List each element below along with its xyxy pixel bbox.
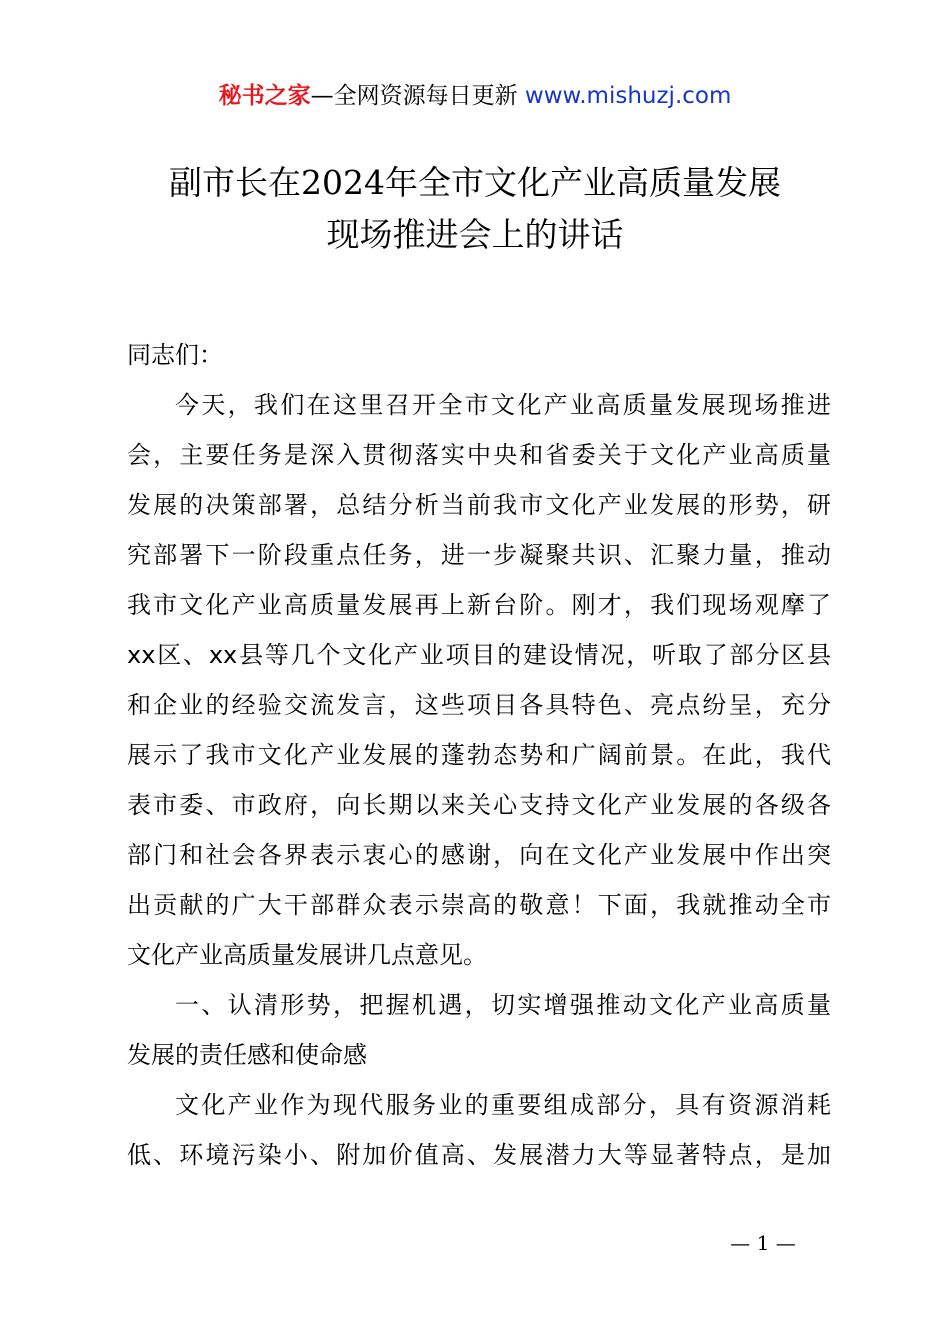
salutation: 同志们： — [127, 341, 223, 369]
paragraph-line: 发展的决策部署，总结分析当前我市文化产业发展的形势，研 — [127, 491, 831, 519]
paragraph-line: 究部署下一阶段重点任务，进一步凝聚共识、汇聚力量，推动 — [127, 541, 831, 569]
paragraph-line: 我市文化产业高质量发展再上新台阶。刚才，我们现场观摩了 — [127, 591, 831, 619]
paragraph-line: 文化产业高质量发展讲几点意见。 — [127, 941, 487, 969]
paragraph-line: 出贡献的广大干部群众表示崇高的敬意！下面，我就推动全市 — [127, 891, 831, 919]
banner-url-link[interactable]: www.mishuzj.com — [524, 83, 732, 109]
document-title-line-2: 现场推进会上的讲话 — [326, 215, 624, 254]
banner-tagline: —全网资源每日更新 — [310, 83, 525, 109]
heading-line: 发展的责任感和使命感 — [127, 1041, 367, 1069]
paragraph-line: 表市委、市政府，向长期以来关心支持文化产业发展的各级各 — [127, 791, 831, 819]
paragraph-line: 展示了我市文化产业发展的蓬勃态势和广阔前景。在此，我代 — [127, 741, 831, 769]
heading-line: 一、认清形势，把握机遇，切实增强推动文化产业高质量 — [175, 991, 831, 1019]
banner-brand: 秘书之家 — [218, 83, 311, 109]
paragraph-line: 会，主要任务是深入贯彻落实中央和省委关于文化产业高质量 — [127, 441, 831, 469]
paragraph-line: 部门和社会各界表示衷心的感谢，向在文化产业发展中作出突 — [127, 841, 831, 869]
paragraph-line: xx区、xx县等几个文化产业项目的建设情况，听取了部分区县 — [127, 641, 831, 669]
paragraph-line: 和企业的经验交流发言，这些项目各具特色、亮点纷呈，充分 — [127, 691, 831, 719]
site-banner — [0, 80, 950, 112]
paragraph-line: 文化产业作为现代服务业的重要组成部分，具有资源消耗 — [175, 1091, 831, 1119]
paragraph-line: 低、环境污染小、附加价值高、发展潜力大等显著特点，是加 — [127, 1141, 831, 1169]
paragraph-line: 今天，我们在这里召开全市文化产业高质量发展现场推进 — [175, 391, 831, 419]
page-number: — 1 — — [730, 1231, 796, 1255]
document-title-line-1: 副市长在2024年全市文化产业高质量发展 — [169, 163, 781, 202]
